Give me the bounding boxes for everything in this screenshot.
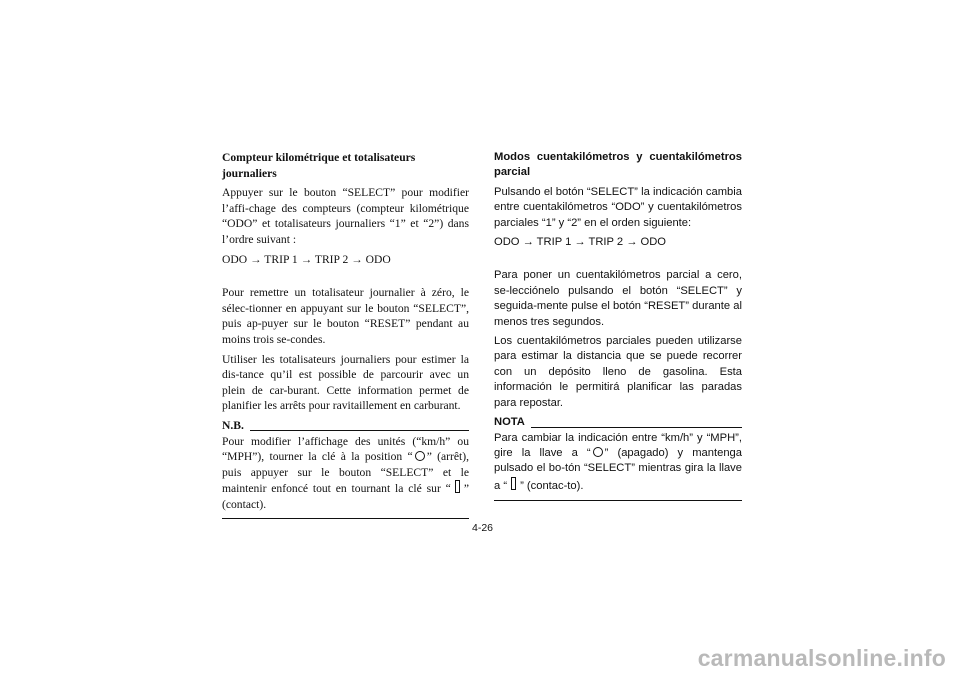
- ignition-off-icon: [415, 451, 425, 461]
- note-end-rule-es: [494, 500, 742, 501]
- paragraph-fr-reset: Pour remettre un totalisateur journalier à zéro, le sélec-tionner en appuyant sur le bouton “SELECT”, puis ap-puyer sur le bouton “RESET” pendant au moins trois se-condes.: [222, 286, 469, 346]
- paragraph-es-select: Pulsando el botón “SELECT” la indicación cambia entre cuentakilómetros “ODO” y cuentakilómetros parciales “1” y “2” en el orden siguiente:: [494, 185, 742, 229]
- note-label-es: NOTA: [494, 416, 525, 429]
- note-header-es: [494, 415, 742, 430]
- note-text-fr: [222, 434, 469, 513]
- note-text-fr-part-3: ” (contact).: [222, 482, 469, 511]
- section-heading-fr: Compteur kilométrique et totalisateurs journaliers: [222, 151, 416, 180]
- note-header-fr: [222, 418, 469, 434]
- page-number: 4-26: [472, 522, 494, 534]
- display-sequence-fr: ODO → TRIP 1 → TRIP 2 → ODO: [222, 252, 391, 266]
- paragraph-fr-select: Appuyer sur le bouton “SELECT” pour modifier l’affi-chage des compteurs (compteur kilométrique “ODO” et totalisateurs journaliers “1” et “2”) dans l’ordre suivant :: [222, 186, 469, 246]
- watermark-link[interactable]: carmanualsonline.info: [697, 645, 946, 671]
- note-text-es-part-3: ” (contac-to).: [520, 479, 584, 492]
- note-text-fr-part-2: ” (arrêt), puis appuyer sur le bouton “SELECT” et le maintenir enfoncé tout en tournant la clé sur “: [222, 450, 469, 496]
- ignition-on-icon: [455, 480, 460, 493]
- paragraph-es-usage: Los cuentakilómetros parciales pueden utilizarse para estimar la distancia que se puede recorrer con un depósito lleno de gasolina. Esta información le permitirá planificar las paradas para repostar.: [494, 335, 742, 409]
- note-text-es-part-2: ” (apagado) y mantenga pulsado el bo-tón “SELECT” mientras gira la llave a “: [494, 446, 742, 492]
- note-text-es: [494, 431, 742, 495]
- note-rule-fr: [250, 430, 469, 431]
- note-label-fr: N.B.: [222, 418, 244, 432]
- paragraph-fr-usage: Utiliser les totalisateurs journaliers pour estimer la dis-tance qu’il est possible de parcourir avec un plein de car-burant. Cette information permet de planifier les arrêts pour ravitaillement en carburant.: [222, 352, 469, 413]
- note-text-fr-part-1: Pour modifier l’affichage des unités (“km/h” ou “MPH”), tourner la clé à la position “: [222, 434, 469, 464]
- note-rule-es: [531, 427, 742, 428]
- section-heading-es: Modos cuentakilómetros y cuentakilómetros parcial: [494, 151, 742, 179]
- paragraph-es-reset: Para poner un cuentakilómetros parcial a cero, se-lecciónelo pulsando el botón “SELECT” y seguida-mente pulse el botón “RESET” durante al menos tres segundos.: [494, 269, 742, 328]
- note-end-rule-fr: [222, 518, 469, 519]
- display-sequence-es: ODO → TRIP 1 → TRIP 2 → ODO: [494, 236, 666, 249]
- note-text-es-part-1: Para cambiar la indicación entre “km/h” y “MPH”, gire la llave a “: [494, 431, 742, 459]
- french-column: [222, 150, 469, 519]
- spanish-column: [494, 150, 742, 501]
- ignition-off-icon: [593, 447, 603, 457]
- ignition-on-icon: [511, 477, 516, 490]
